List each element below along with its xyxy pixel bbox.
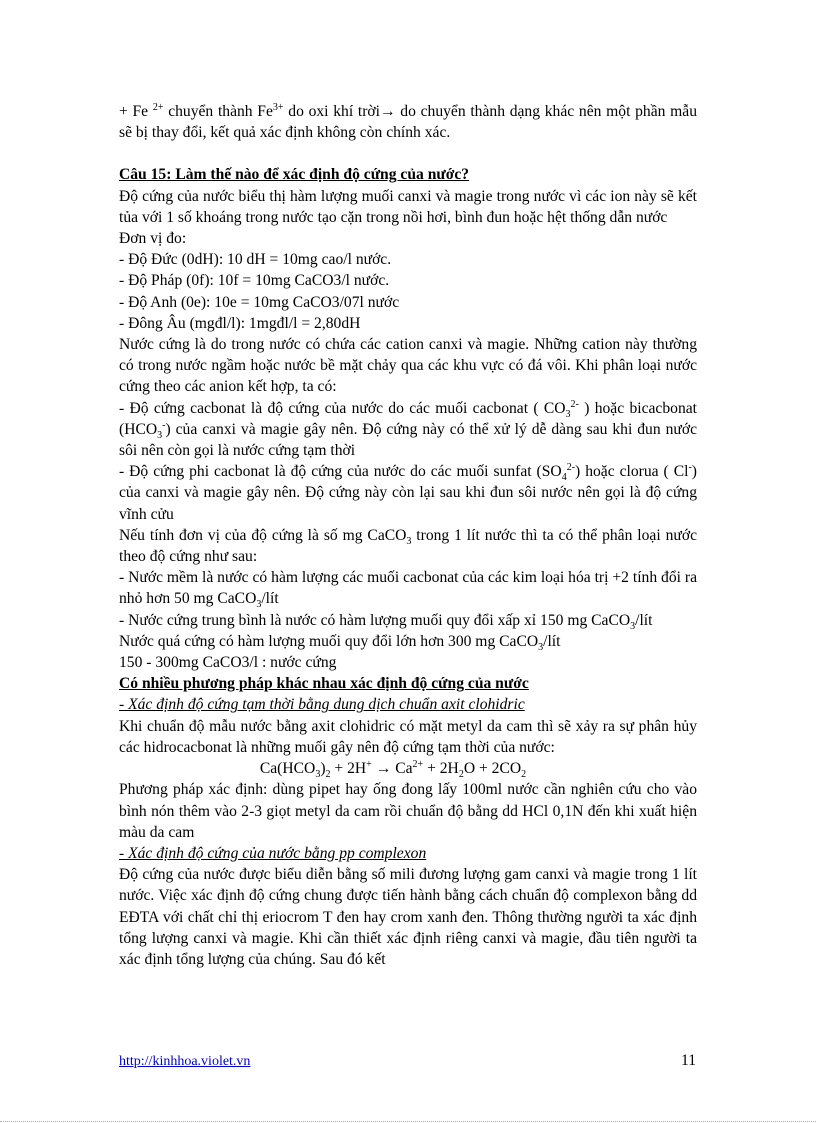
- methods-heading: Có nhiều phương pháp khác nhau xác định độ cứng của nước: [119, 675, 529, 693]
- paragraph-very-hard-water: Nước quá cứng có hàm lượng muối quy đổi lớn hơn 300 mg CaCO$_3$/lít: [119, 632, 561, 653]
- paragraph-hardness-definition: Độ cứng của nước biểu thị hàm lượng muối canxi và magie trong nước vì các ion này sẽ kết tủa với 1 số khoáng trong nước tạo cặn trong nồi hơi, bình đun hoặc hệt thống dẫn nước: [119, 187, 697, 226]
- unit-eastern-europe: - Đông Âu (mgđl/l): 1mgđl/l = 2,80dH: [119, 314, 361, 332]
- paragraph-noncarbonate-hardness: - Độ cứng phi cacbonat là độ cứng của nước do các muối sunfat $(SO_4^{2-})$ hoặc clorua ( Cl-) của canxi và magie gây nên. Độ cứng này còn lại sau khi đun sôi nước nên gọi là độ cứng vĩnh cửu: [119, 462, 697, 523]
- page-number: 11: [681, 1052, 697, 1069]
- page-bottom-divider: [0, 1121, 816, 1122]
- paragraph-carbonate-hardness: - Độ cứng cacbonat là độ cứng của nước do các muối cacbonat ( $CO_3^{2-}$ ) hoặc bicacbonat $(HCO_3^-)$ của canxi và magie gây nên. Độ cứng này có thể xử lý dễ dàng sau khi đun nước sôi nên còn gọi là nước cứng tạm thời: [119, 398, 697, 460]
- paragraph-fe-oxidation: + Fe $^{2+}$ chuyển thành $Fe^{3+}$ do oxi khí trời→ do chuyển thành dạng khác nên một phần mẫu sẽ bị thay đổi, kết quả xác định không còn chính xác.: [119, 101, 697, 142]
- footer-link[interactable]: http://kinhhoa.violet.vn: [119, 1054, 251, 1069]
- paragraph-hcl-procedure: Phương pháp xác định: dùng pipet hay ống đong lấy 100ml nước cần nghiên cứu cho vào bình nón thêm vào 2-3 giọt metyl da cam rồi chuẩn độ bằng dd HCl 0,1N đến khi xuất hiện màu da cam: [119, 781, 697, 841]
- paragraph-medium-hard-water: - Nước cứng trung bình là nước có hàm lượng muối quy đổi xấp xỉ 150 mg CaCO$_3$/lít: [119, 611, 653, 632]
- paragraph-hard-water-range: 150 - 300mg CaCO3/l : nước cứng: [119, 654, 337, 672]
- paragraph-hcl-titration: Khi chuẩn độ mẫu nước bằng axit clohidric có mặt metyl da cam thì sẽ xảy ra sự phân hủy các hidrocacbonat là những muối gây nên độ cứng tạm thời của nước:: [119, 717, 697, 756]
- method-complexon-title: - Xác định độ cứng của nước bằng pp complexon: [119, 844, 427, 862]
- paragraph-soft-water: - Nước mềm là nước có hàm lượng các muối cacbonat của các kim loại hóa trị +2 tính đổi ra nhỏ hơn 50 mg CaCO$_3$/lít: [119, 569, 697, 611]
- method-hcl-title: - Xác định độ cứng tạm thời bằng dung dịch chuẩn axit clohidric: [119, 696, 525, 714]
- question-15-heading: Câu 15: Làm thế nào để xác định độ cứng của nước?: [119, 166, 470, 184]
- reaction-formula: $Ca(HCO_3)_2 + 2H^+ \to Ca^{2+} + 2H_2O + 2CO_2$: [259, 758, 527, 781]
- unit-french: - Độ Pháp (0f): 10f = 10mg CaCO3/l nước.: [119, 272, 390, 290]
- unit-german: - Độ Đức (0dH): 10 dH = 10mg cao/l nước.: [119, 251, 392, 269]
- paragraph-hard-water-cause: Nước cứng là do trong nước có chứa các cation canxi và magie. Những cation này thường có trong nước ngầm hoặc nước bề mặt chảy qua các khu vực có đá vôi. Khi phân loại nước cứng theo các anion kết hợp, ta có:: [119, 336, 697, 396]
- paragraph-complexon: Độ cứng của nước được biểu diễn bằng số mili đương lượng gam canxi và magie trong 1 lít nước. Việc xác định độ cứng chung được tiến hành bằng cách chuẩn độ complexon bằng dd EĐTA với chất chỉ thị eriocrom T đen hay crom xanh đen. Thông thường người ta xác định tổng lượng canxi và magie. Khi cần thiết xác định riêng canxi và magie, đầu tiên người ta xác định tổng lượng của chúng. Sau đó kết: [119, 866, 697, 968]
- unit-english: - Độ Anh (0e): 10e = 10mg CaCO3/07l nước: [119, 293, 400, 311]
- paragraph-classification-intro: Nếu tính đơn vị của độ cứng là số mg CaCO$_3$ trong 1 lít nước thì ta có thể phân loại nước theo độ cứng như sau:: [119, 526, 697, 566]
- units-title: Đơn vị đo:: [119, 230, 187, 248]
- page-body: [119, 101, 697, 970]
